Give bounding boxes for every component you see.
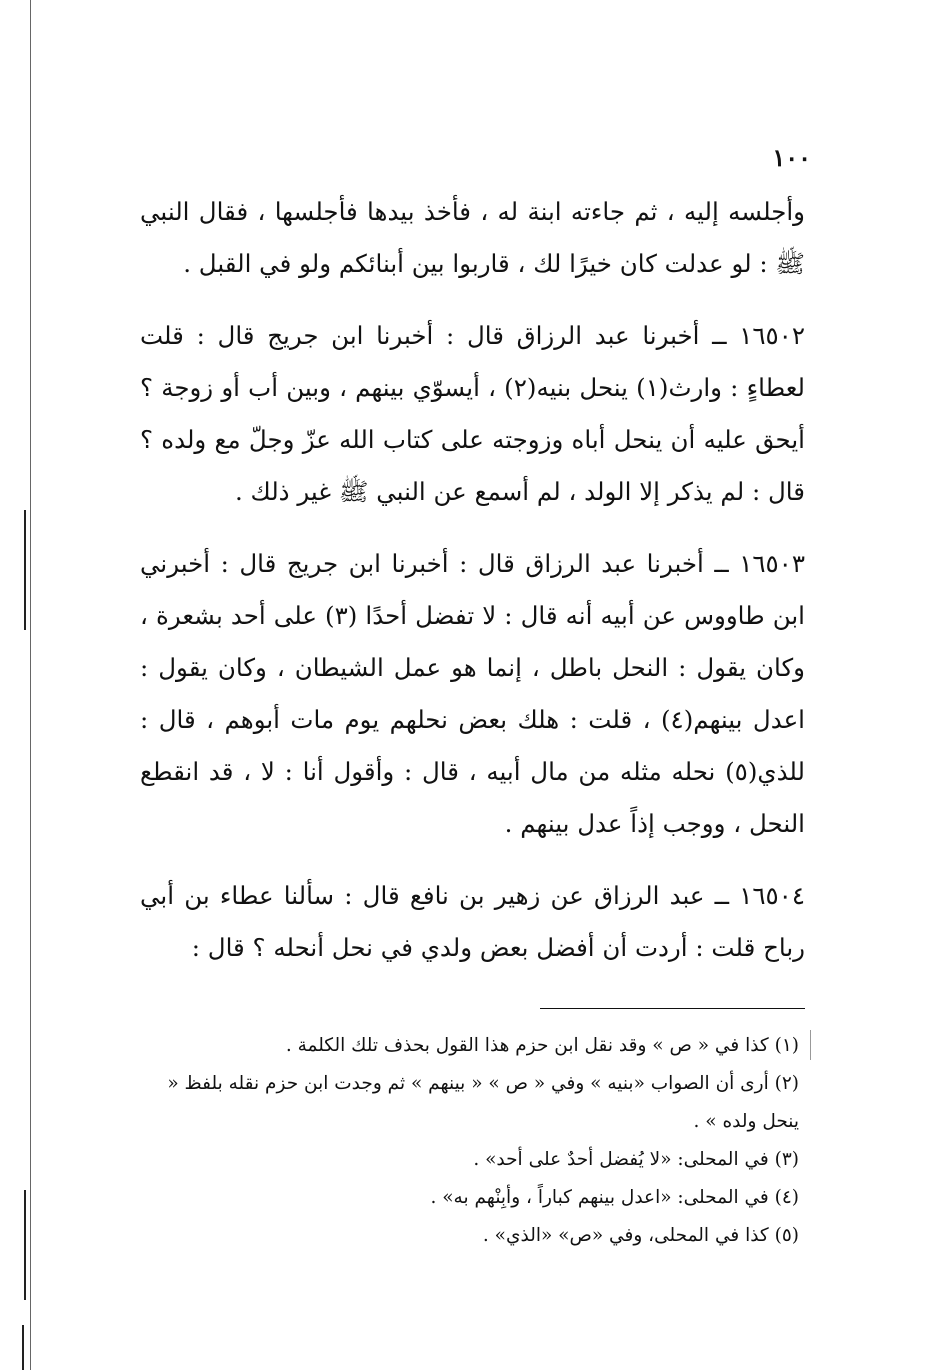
scan-mark (24, 1190, 26, 1300)
paragraph-continuation: وأجلسه إليه ، ثم جاءته ابنة له ، فأخذ بيدها فأجلسها ، فقال النبي ﷺ : لو عدلت كان خيرًا لك ، قاربوا بين أبنائكم ولو في القبل . (140, 197, 805, 278)
hadith-16502: ١٦٥٠٢ ــ أخبرنا عبد الرزاق قال : أخبرنا ابن جريج قال : قلت لعطاءٍ : وارث(١) ينحل بنيه(٢) ، أيسوّي بينهم ، وبين أب أو زوجة ؟ أيحق عليه أن ينحل أباه وزوجته على كتاب الله عزّ وجلّ مع ولده ؟ قال : لم يذكر إلا الولد ، لم أسمع عن النبي ﷺ غير ذلك . (140, 321, 805, 506)
scan-mark (22, 1325, 24, 1370)
document-page (140, 130, 811, 1255)
footnote-separator (540, 1008, 805, 1009)
footnote-2: (٢) أرى أن الصواب «بنيه » وفي « ص » « بينهم » ثم وجدت ابن حزم نقله بلفظ « ينحل ولده » . (167, 1073, 799, 1132)
hadith-16504: ١٦٥٠٤ ــ عبد الرزاق عن زهير بن نافع قال : سألنا عطاء بن أبي رباح قلت : أردت أن أفضل بعض ولدي في نحل أنحله ؟ قال : (140, 881, 805, 962)
footnote-1: (١) كذا في « ص » وقد نقل ابن حزم هذا القول بحذف تلك الكلمة . (285, 1035, 799, 1056)
scan-mark (24, 510, 26, 630)
footnotes (140, 1027, 805, 1255)
footnote-4: (٤) في المحلى: «اعدل بينهم كباراً ، وأبِنْهم به» . (430, 1187, 799, 1208)
page-number: ١٠٠ (772, 143, 811, 172)
footnote-5: (٥) كذا في المحلى، وفي «ص» «الذي» . (482, 1225, 799, 1246)
hadith-16503: ١٦٥٠٣ ــ أخبرنا عبد الرزاق قال : أخبرنا ابن جريج قال : أخبرني ابن طاووس عن أبيه أنه قال : لا تفضل أحدًا (٣) على أحد بشعرة ، وكان يقول : النحل باطل ، إنما هو عمل الشيطان ، وكان يقول : اعدل بينهم(٤) ، قلت : هلك بعض نحلهم يوم مات أبوهم ، قال : للذي(٥) نحله مثله من مال أبيه ، قال : وأقول أنا : لا ، قد انقطع النحل ، ووجب إذاً عدل بينهم . (140, 549, 805, 838)
scan-edge-line (30, 0, 31, 1370)
footnote-3: (٣) في المحلى: «لا يُفضل أحدٌ على أحد» . (473, 1149, 799, 1170)
scan-mark (810, 1030, 811, 1060)
